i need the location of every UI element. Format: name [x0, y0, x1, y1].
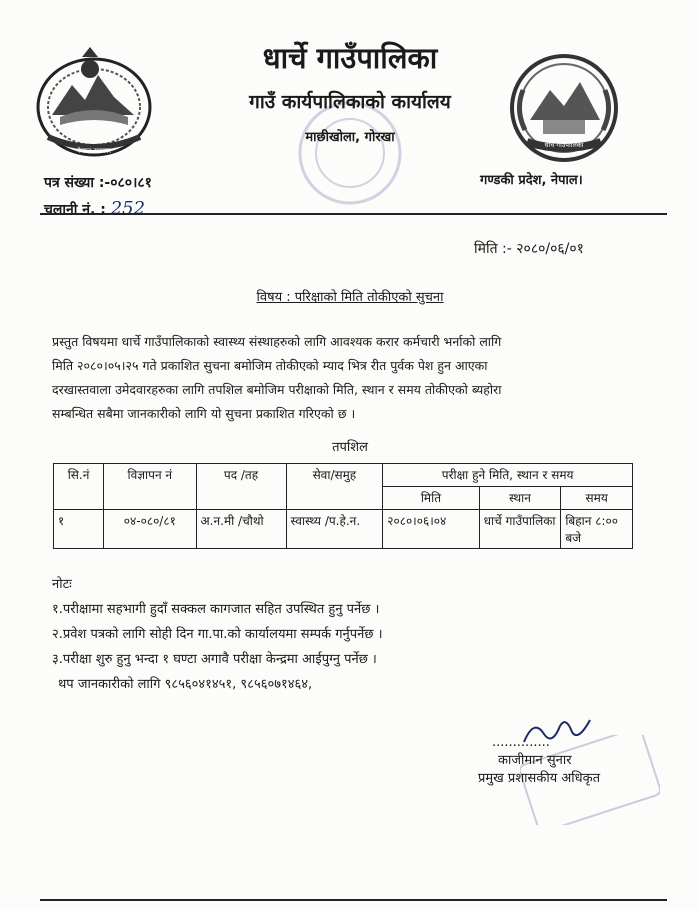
table-row — [54, 510, 633, 549]
header-ad-no: विज्ञापन नं — [104, 464, 196, 510]
left-emblem-text: नेपाल सरकार — [76, 147, 112, 155]
header-date: मिति — [383, 487, 479, 510]
notes-section — [52, 572, 652, 697]
footer-divider — [40, 899, 667, 901]
body-line: प्रस्तुत विषयमा धार्चे गाउँपालिकाको स्वास्थ्य संस्थाहरुको लागि आवश्यक करार कर्मचारी भर्नाको लागि — [52, 334, 502, 349]
office-title: गाउँ कार्यपालिकाको कार्यालय — [249, 91, 451, 113]
signature-block — [478, 735, 678, 786]
subject-line: विषय : परिक्षाको मिति तोकीएको सुचना — [256, 290, 444, 305]
office-address: माछीखोला, गोरखा — [305, 130, 395, 145]
cell-ad-no: ०४-०८०/८१ — [104, 510, 196, 549]
note-item: ३.परीक्षा शुरु हुनु भन्दा १ घण्टा अगावै परीक्षा केन्द्रमा आईपुग्नु पर्नेछ । — [52, 652, 377, 667]
body-line: सम्बन्धित सबैमा जानकारीको लागि यो सुचना प्रकाशित गरिएको छ । — [52, 406, 356, 421]
cell-service: स्वास्थ्य /प.हे.न. — [286, 510, 383, 549]
cell-sn: १ — [54, 510, 104, 549]
reference-value: ०८०।८१ — [110, 175, 152, 191]
office-stamp-icon — [290, 98, 410, 208]
header-exam-group: परीक्षा हुने मिति, स्थान र समय — [383, 464, 633, 487]
cell-place: धार्चे गाउँपालिका — [479, 510, 561, 549]
signature-dots: .............. — [492, 735, 550, 750]
right-emblem-text: धार्चे गाउँपालिका — [544, 141, 584, 149]
body-paragraph — [52, 330, 672, 426]
reference-number — [44, 173, 152, 192]
header-service: सेवा/समुह — [286, 464, 383, 510]
body-line: मिति २०८०।०५।२५ गते प्रकाशित सुचना बमोजिम तोकीएको म्याद भित्र रीत पुर्वक पेश हुन आएका — [52, 358, 488, 373]
reference-label: पत्र संख्या :- — [44, 175, 111, 191]
note-item: २.प्रवेश पत्रको लागि सोही दिन गा.पा.को कार्यालयमा सम्पर्क गर्नुपर्नेछ । — [52, 627, 383, 642]
date-label: मिति :- — [474, 241, 512, 257]
signatory-title: प्रमुख प्रशासकीय अधिकृत — [478, 771, 601, 786]
date-value: २०८०/०६/०१ — [516, 241, 584, 257]
cell-post: अ.न.मी /चौथो — [196, 510, 286, 549]
cell-date: २०८०।०६।०४ — [383, 510, 479, 549]
notes-heading: नोटः — [52, 577, 72, 592]
note-item: १.परीक्षामा सहभागी हुदाँ सक्कल कागजात सहित उपस्थित हुनु पर्नेछ । — [52, 602, 380, 617]
nepal-emblem-icon — [30, 45, 158, 160]
cell-time: बिहान ८:०० बजे — [561, 510, 633, 549]
dispatch-value: 252 — [110, 198, 146, 219]
header-sn: सि.नं — [54, 464, 104, 510]
contact-line: थप जानकारीको लागि ९८५६०४१४५१, ९८५६०७१४६४, — [58, 677, 313, 692]
header-post: पद /तह — [196, 464, 286, 510]
body-line: दरखास्तवाला उमेदवारहरुका लागि तपशिल बमोजिम परीक्षाको मिति, स्थान र समय तोकीएको ब्यहोरा — [52, 382, 502, 397]
dispatch-number — [44, 198, 145, 219]
municipality-title: धार्चे गाउँपालिका — [262, 41, 438, 75]
dispatch-label: चलानी नं. : — [44, 202, 106, 218]
table-caption: तपशिल — [332, 440, 368, 455]
exam-schedule-table — [53, 463, 633, 549]
header-place: स्थान — [479, 487, 561, 510]
letter-date — [474, 239, 584, 258]
province-text: गण्डकी प्रदेश, नेपाल। — [480, 173, 583, 188]
signatory-name: काजीमान सुनार — [498, 753, 572, 768]
header-divider — [40, 213, 667, 215]
header-time: समय — [561, 487, 633, 510]
